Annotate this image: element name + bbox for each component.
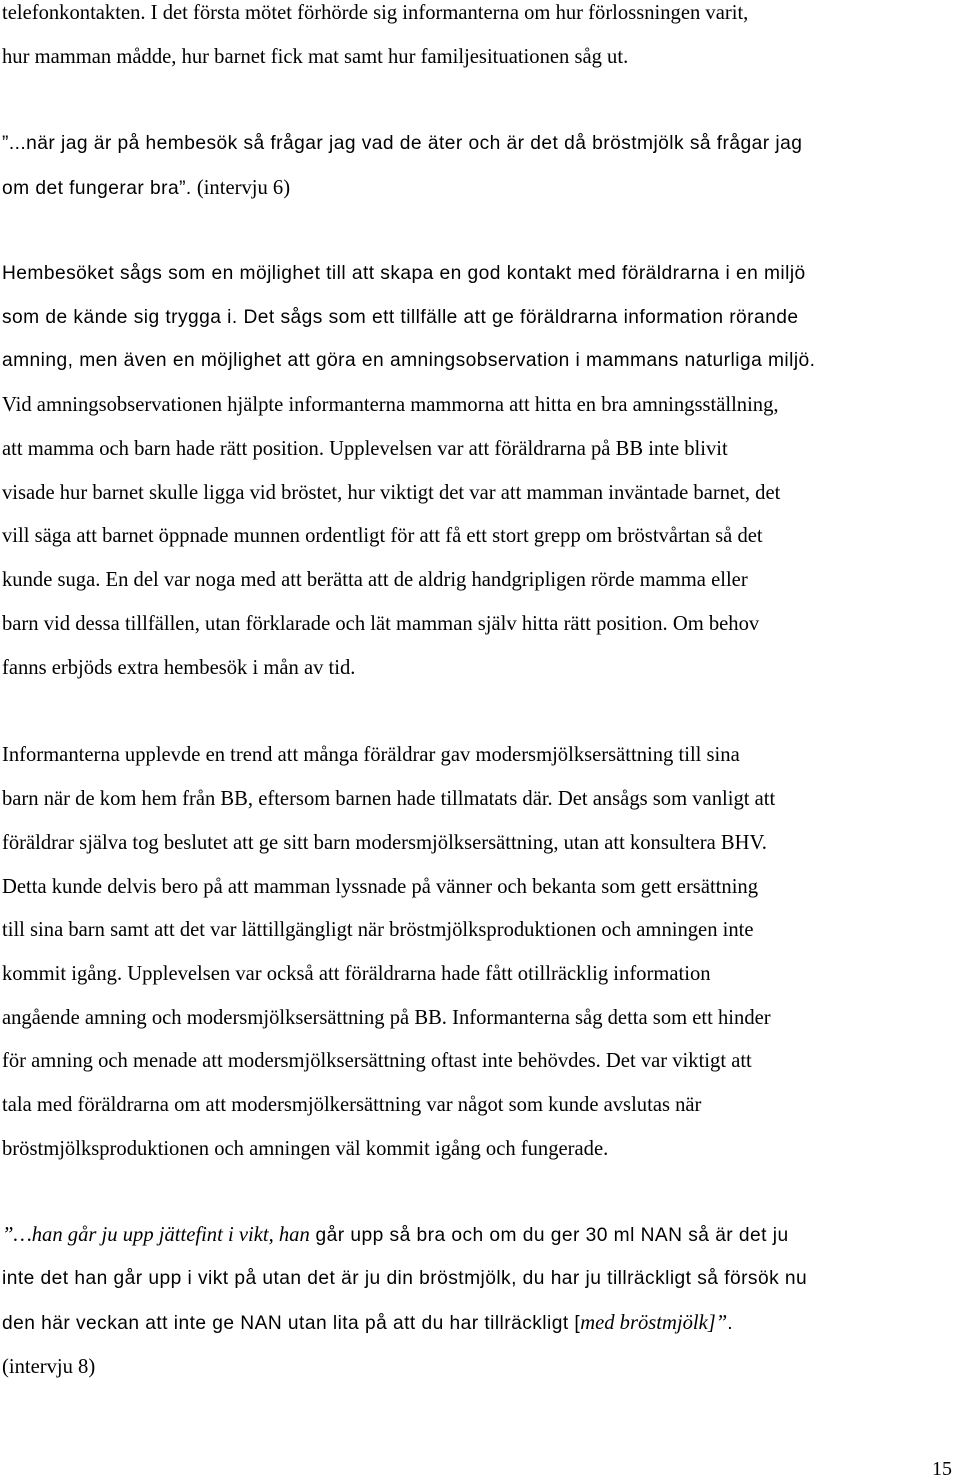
interview-reference: (intervju 8) xyxy=(2,1356,96,1378)
paragraph-line: för amning och menade att modersmjölksersättning oftast inte behövdes. Det var viktigt att xyxy=(2,1050,752,1072)
paragraph-line: till sina barn samt att det var lättillgängligt när bröstmjölksproduktionen och amningen inte xyxy=(2,919,754,941)
interview-quote-line xyxy=(2,1312,733,1335)
paragraph-line: föräldrar själva tog beslutet att ge sitt barn modersmjölksersättning, utan att konsultera BHV. xyxy=(2,832,767,854)
paragraph-line: kommit igång. Upplevelsen var också att föräldrarna hade fått otillräcklig information xyxy=(2,963,711,985)
interview-quote-line: inte det han går upp i vikt på utan det är ju din bröstmjölk, du har ju tillräckligt så försök nu xyxy=(2,1268,808,1289)
paragraph-line: vill säga att barnet öppnade munnen ordentligt för att få ett stort grepp om bröstvårtan så det xyxy=(2,525,763,547)
interview-quote-text: om det fungerar bra”. xyxy=(2,178,192,199)
interview-quote-line: ”...när jag är på hembesök så frågar jag vad de äter och är det då bröstmjölk så frågar jag xyxy=(2,133,803,154)
interview-quote-text: . xyxy=(727,1313,734,1334)
interview-reference: (intervju 6) xyxy=(191,177,291,199)
interview-quote-line xyxy=(2,177,290,200)
paragraph-text: Det sågs som ett tillfälle att ge föräldrarna information rörande xyxy=(237,307,799,328)
paragraph-line: Informanterna upplevde en trend att många föräldrar gav modersmjölksersättning till sina xyxy=(2,744,740,766)
page-number: 15 xyxy=(932,1458,952,1480)
interview-quote-line xyxy=(2,1224,789,1247)
interview-quote-italic: ”…han går ju upp jättefint i vikt, han xyxy=(2,1224,310,1246)
paragraph-text: att mamma och barn hade rätt position. xyxy=(2,438,324,460)
paragraph-line: visade hur barnet skulle ligga vid bröstet, hur viktigt det var att mamman inväntade barnet, det xyxy=(2,482,781,504)
paragraph-line: amning, men även en möjlighet att göra en amningsobservation i mammans naturliga miljö. xyxy=(2,350,816,371)
interview-quote-text: går upp så bra och om du ger 30 ml NAN så är det ju xyxy=(309,1225,789,1246)
paragraph-line xyxy=(2,438,728,461)
paragraph-line: barn när de kom hem från BB, eftersom barnen hade tillmatats där. Det ansågs som vanligt att xyxy=(2,788,776,810)
paragraph-line: Hembesöket sågs som en möjlighet till att skapa en god kontakt med föräldrarna i en miljö xyxy=(2,263,806,284)
paragraph-line: bröstmjölksproduktionen och amningen väl kommit igång och fungerade. xyxy=(2,1138,609,1160)
paragraph-line: Detta kunde delvis bero på att mamman lyssnade på vänner och bekanta som gett ersättning xyxy=(2,876,759,898)
paragraph-line: hur mamman mådde, hur barnet fick mat samt hur familjesituationen såg ut. xyxy=(2,46,629,68)
interview-quote-text: den här veckan att inte ge NAN utan lita på att du har tillräckligt [ xyxy=(2,1313,581,1334)
paragraph-line: Vid amningsobservationen hjälpte informanterna mammorna att hitta en bra amningsställning, xyxy=(2,394,779,416)
paragraph-line: tala med föräldrarna om att modersmjölkersättning var något som kunde avslutas när xyxy=(2,1094,702,1116)
paragraph-line: barn vid dessa tillfällen, utan förklarade och lät mamman själv hitta rätt position. Om behov xyxy=(2,613,760,635)
paragraph-line xyxy=(2,306,799,329)
paragraph-line: fanns erbjöds extra hembesök i mån av tid. xyxy=(2,657,356,679)
paragraph-line: angående amning och modersmjölksersättning på BB. Informanterna såg detta som ett hinder xyxy=(2,1007,771,1029)
paragraph-line: telefonkontakten. I det första mötet förhörde sig informanterna om hur förlossningen varit, xyxy=(2,2,749,24)
interview-quote-italic: med bröstmjölk]” xyxy=(580,1312,728,1334)
paragraph-text: som de kände sig trygga i. xyxy=(2,307,238,328)
paragraph-line: kunde suga. En del var noga med att berätta att de aldrig handgripligen rörde mamma eller xyxy=(2,569,748,591)
paragraph-text: Upplevelsen var att föräldrarna på BB inte blivit xyxy=(323,438,728,460)
